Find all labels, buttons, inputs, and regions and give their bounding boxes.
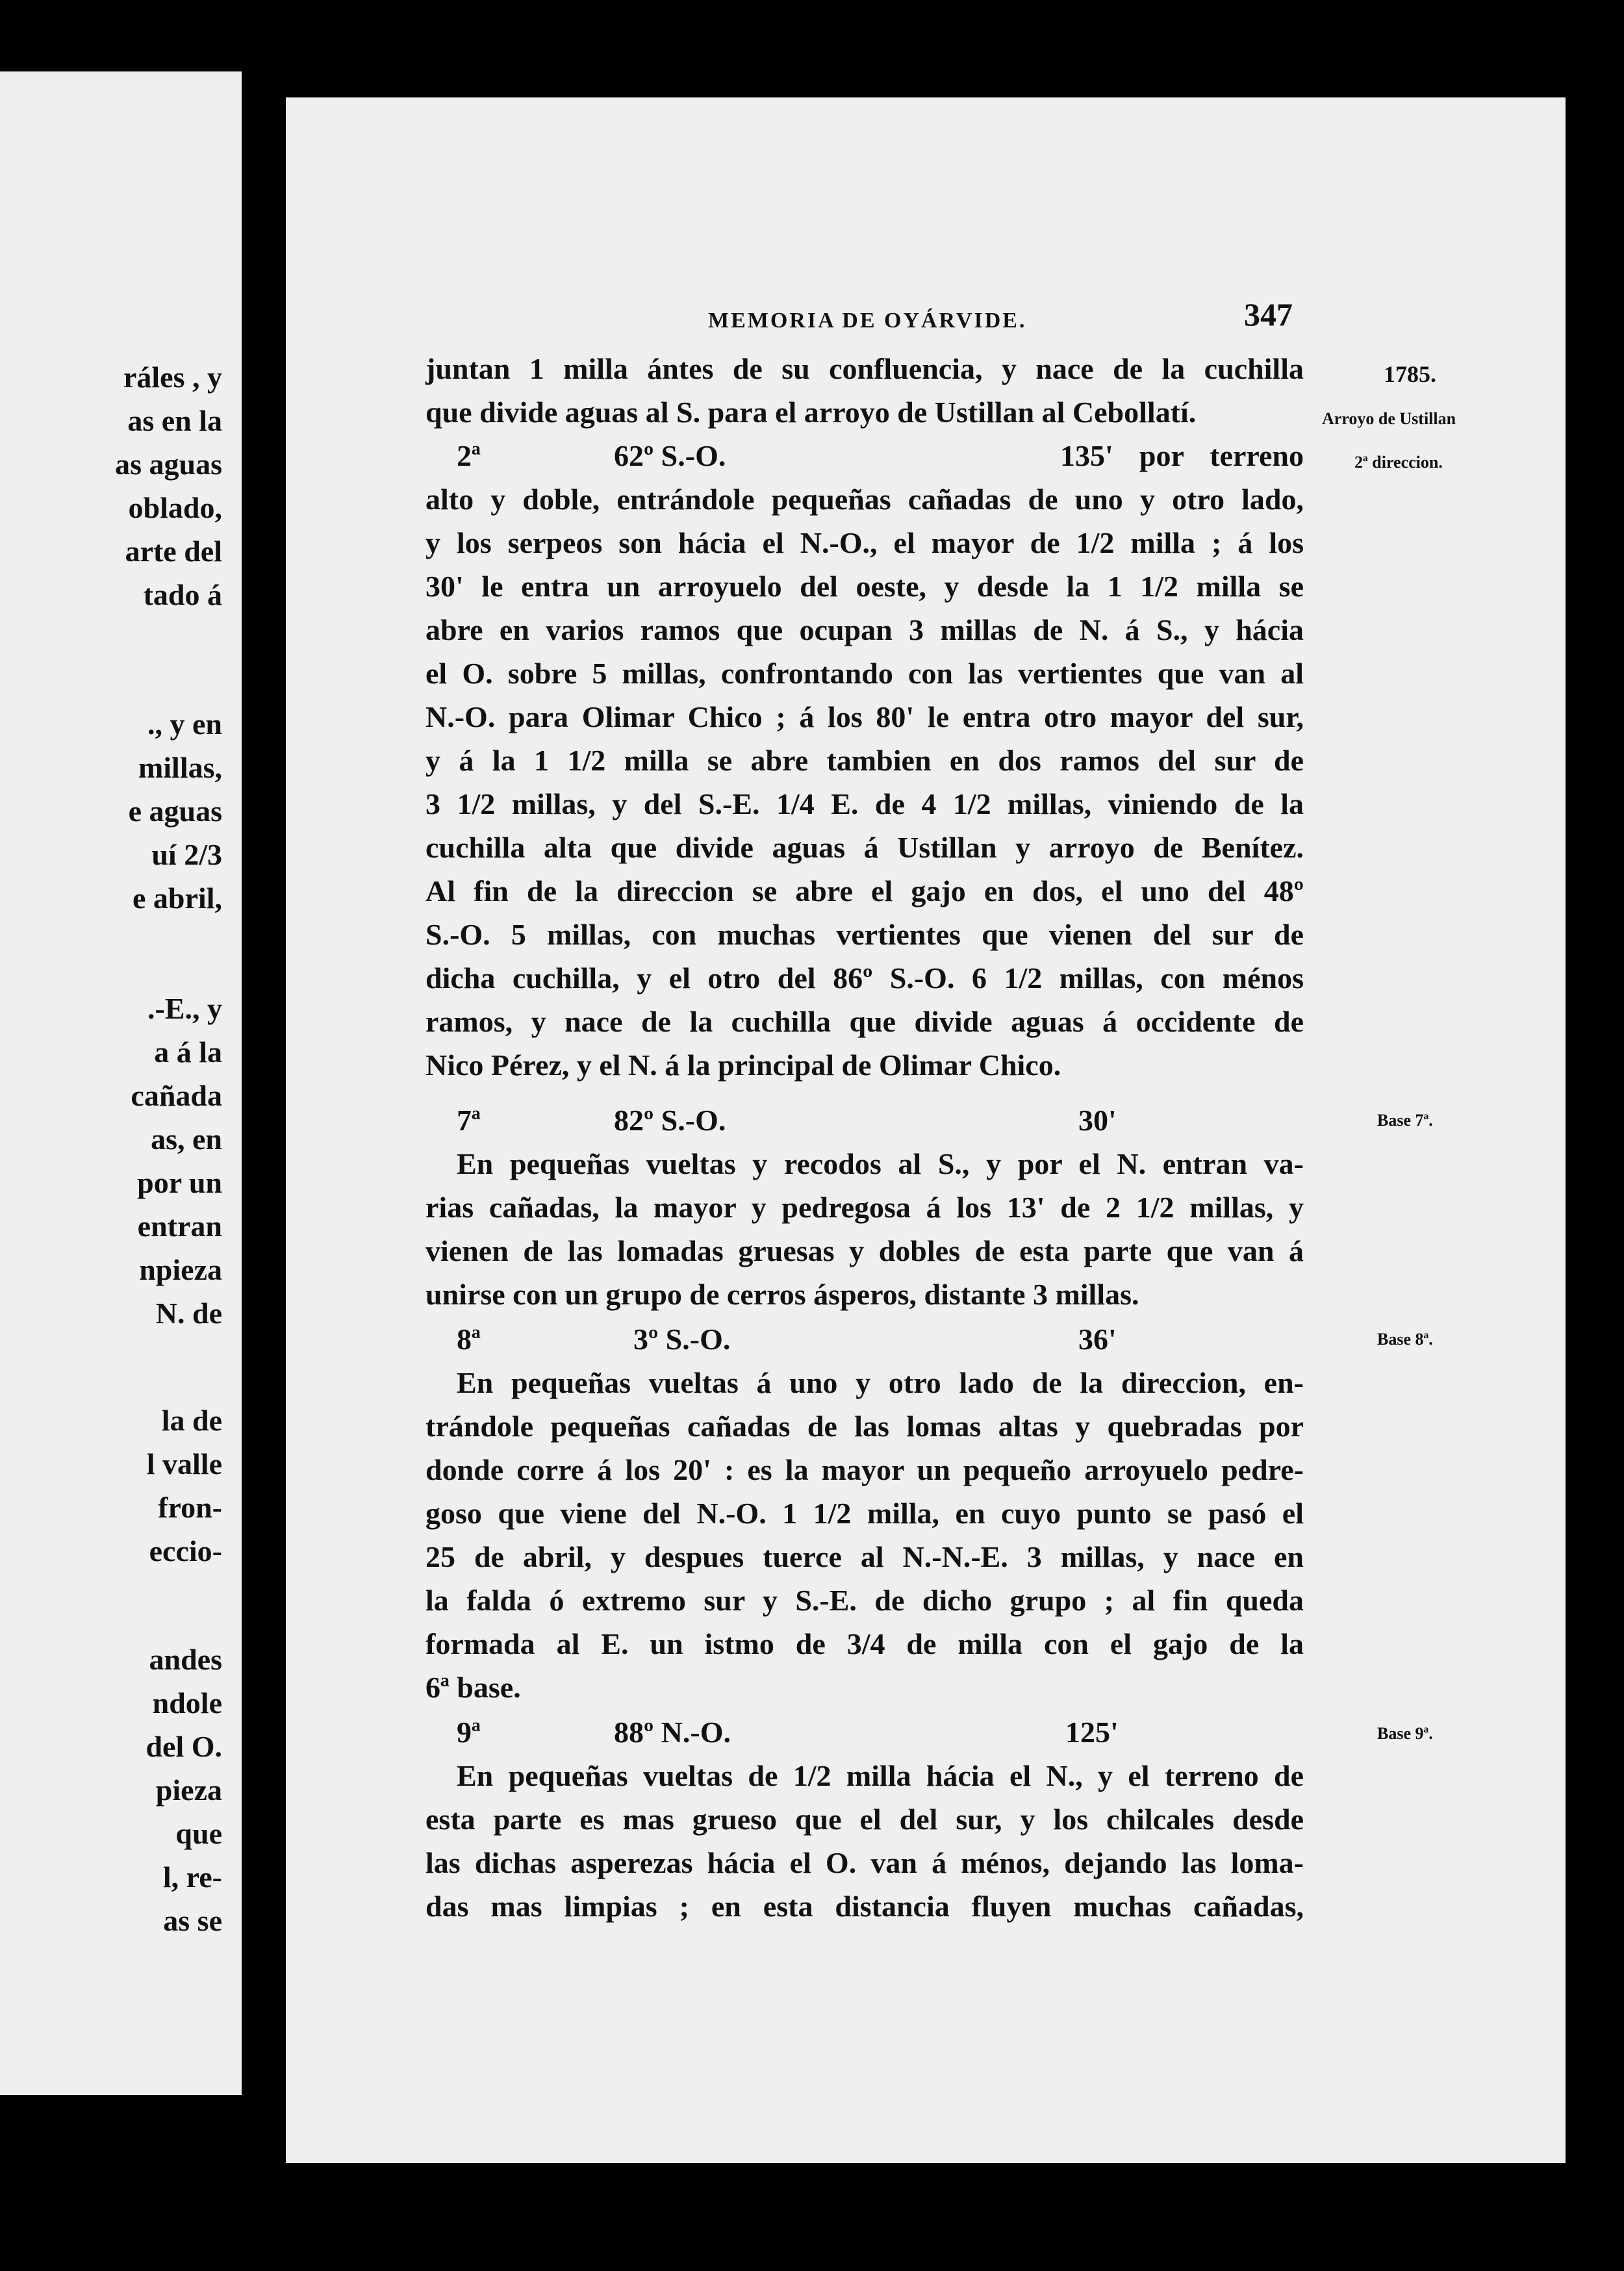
text-line: S.-O. 5 millas, con muchas vertientes que vienen del sur de bbox=[425, 918, 1304, 951]
left-page-line: N. de bbox=[155, 1297, 222, 1330]
left-page-line: .-E., y bbox=[147, 992, 222, 1025]
left-page-line: a á la bbox=[154, 1035, 222, 1069]
left-page-line: millas, bbox=[138, 751, 222, 784]
left-page-line: que bbox=[175, 1817, 222, 1850]
left-page-line: eccio- bbox=[149, 1534, 222, 1567]
left-page-line: arte del bbox=[125, 535, 222, 568]
left-page-line: e abril, bbox=[133, 882, 222, 915]
text-line: cuchilla alta que divide aguas á Ustillan y arroyo de Benítez. bbox=[425, 831, 1304, 864]
text-line: das mas limpias ; en esta distancia fluyen muchas cañadas, bbox=[425, 1890, 1304, 1923]
text-line: y los serpeos son hácia el N.-O., el mayor de 1/2 milla ; á los bbox=[425, 526, 1304, 559]
entry-distance: 36' bbox=[1078, 1323, 1117, 1356]
left-page-line: por un bbox=[137, 1166, 222, 1199]
text-line: 30' le entra un arroyuelo del oeste, y desde la 1 1/2 milla se bbox=[425, 570, 1304, 603]
text-line: abre en varios ramos que ocupan 3 millas de N. á S., y hácia bbox=[425, 613, 1304, 646]
margin-note-arroyo: Arroyo de Ustillan bbox=[1322, 409, 1456, 428]
left-page-line: entran bbox=[137, 1210, 222, 1243]
left-page-line: e aguas bbox=[128, 794, 222, 828]
left-page-line: del O. bbox=[146, 1730, 222, 1763]
left-page-line: l valle bbox=[146, 1447, 222, 1480]
running-title: MEMORIA DE OYÁRVIDE. bbox=[708, 309, 1027, 333]
text-line: vienen de las lomadas gruesas y dobles de esta parte que van á bbox=[425, 1234, 1304, 1267]
text-line: En pequeñas vueltas y recodos al S., y por el N. entran va- bbox=[457, 1147, 1304, 1180]
left-page-line: as en la bbox=[127, 404, 222, 437]
left-page-line: andes bbox=[149, 1643, 222, 1676]
margin-note-base9: Base 9ª. bbox=[1377, 1724, 1433, 1743]
text-line: Nico Pérez, y el N. á la principal de Olimar Chico. bbox=[425, 1048, 1061, 1082]
left-page-line: ráles , y bbox=[123, 361, 222, 394]
text-line: unirse con un grupo de cerros ásperos, distante 3 millas. bbox=[425, 1278, 1139, 1311]
text-line: rias cañadas, la mayor y pedregosa á los 13' de 2 1/2 millas, y bbox=[425, 1191, 1304, 1224]
text-line: y á la 1 1/2 milla se abre tambien en dos ramos del sur de bbox=[425, 744, 1304, 777]
entry-bearing: 3º S.-O. bbox=[633, 1323, 731, 1356]
text-line: las dichas asperezas hácia el O. van á ménos, dejando las loma- bbox=[425, 1846, 1304, 1879]
left-page-line: as se bbox=[163, 1904, 222, 1937]
left-page-line: fron- bbox=[158, 1491, 222, 1524]
text-line: donde corre á los 20' : es la mayor un pequeño arroyuelo pedre- bbox=[425, 1453, 1304, 1486]
text-line: juntan 1 milla ántes de su confluencia, y nace de la cuchilla bbox=[425, 352, 1304, 385]
text-line: el O. sobre 5 millas, confrontando con las vertientes que van al bbox=[425, 657, 1304, 690]
text-line: 3 1/2 millas, y del S.-E. 1/4 E. de 4 1/2 millas, viniendo de la bbox=[425, 787, 1304, 820]
text-line: En pequeñas vueltas á uno y otro lado de la direccion, en- bbox=[457, 1366, 1304, 1399]
entry-distance: 135' por terreno bbox=[1060, 439, 1304, 472]
page-number: 347 bbox=[1244, 296, 1293, 333]
text-line: alto y doble, entrándole pequeñas cañadas de uno y otro lado, bbox=[425, 483, 1304, 516]
left-page-line: tado á bbox=[143, 578, 222, 611]
entry-bearing: 82º S.-O. bbox=[614, 1104, 726, 1137]
left-page-line: oblado, bbox=[128, 491, 222, 524]
entry-bearing: 88º N.-O. bbox=[614, 1716, 731, 1749]
left-page-line: cañada bbox=[131, 1079, 222, 1112]
text-line: goso que viene del N.-O. 1 1/2 milla, en cuyo punto se pasó el bbox=[425, 1497, 1304, 1530]
text-line: 25 de abril, y despues tuerce al N.-N.-E. 3 millas, y nace en bbox=[425, 1540, 1304, 1573]
left-page-line: uí 2/3 bbox=[151, 838, 222, 871]
text-line: 6ª base. bbox=[425, 1671, 521, 1704]
margin-note-base8: Base 8ª. bbox=[1377, 1330, 1433, 1349]
text-line: formada al E. un istmo de 3/4 de milla con el gajo de la bbox=[425, 1627, 1304, 1660]
text-line: En pequeñas vueltas de 1/2 milla hácia el N., y el terreno de bbox=[457, 1759, 1304, 1792]
text-line: esta parte es mas grueso que el del sur, y los chilcales desde bbox=[425, 1803, 1304, 1836]
text-line: la falda ó extremo sur y S.-E. de dicho grupo ; al fin queda bbox=[425, 1584, 1304, 1617]
entry-number: 7ª bbox=[457, 1104, 481, 1137]
text-line: N.-O. para Olimar Chico ; á los 80' le entra otro mayor del sur, bbox=[425, 700, 1304, 733]
running-header bbox=[708, 296, 1299, 341]
left-page-line: l, re- bbox=[162, 1860, 222, 1894]
text-line: Al fin de la direccion se abre el gajo en dos, el uno del 48º bbox=[425, 874, 1304, 907]
left-page-line: ., y en bbox=[147, 707, 222, 741]
margin-note-direccion: 2ª direccion. bbox=[1354, 453, 1443, 472]
text-line: ramos, y nace de la cuchilla que divide aguas á occidente de bbox=[425, 1005, 1304, 1038]
entry-bearing: 62º S.-O. bbox=[614, 439, 726, 472]
left-page-line: as aguas bbox=[115, 448, 222, 481]
left-page-line: pieza bbox=[155, 1773, 222, 1807]
text-line: que divide aguas al S. para el arroyo de Ustillan al Cebollatí. bbox=[425, 396, 1197, 429]
left-page-line: as, en bbox=[151, 1123, 222, 1156]
margin-note-year: 1785. bbox=[1384, 361, 1436, 387]
left-page-line: ndole bbox=[152, 1686, 222, 1719]
text-line: trándole pequeñas cañadas de las lomas altas y quebradas por bbox=[425, 1410, 1304, 1443]
entry-number: 2ª bbox=[457, 439, 481, 472]
entry-number: 8ª bbox=[457, 1323, 481, 1356]
entry-number: 9ª bbox=[457, 1716, 481, 1749]
text-line: dicha cuchilla, y el otro del 86º S.-O. 6 1/2 millas, con ménos bbox=[425, 961, 1304, 995]
left-page-fragment bbox=[0, 71, 242, 2095]
left-page-line: npieza bbox=[139, 1253, 222, 1286]
left-page-line: la de bbox=[161, 1404, 222, 1437]
entry-distance: 125' bbox=[1065, 1716, 1119, 1749]
margin-note-base7: Base 7ª. bbox=[1377, 1111, 1433, 1130]
entry-distance: 30' bbox=[1078, 1104, 1117, 1137]
